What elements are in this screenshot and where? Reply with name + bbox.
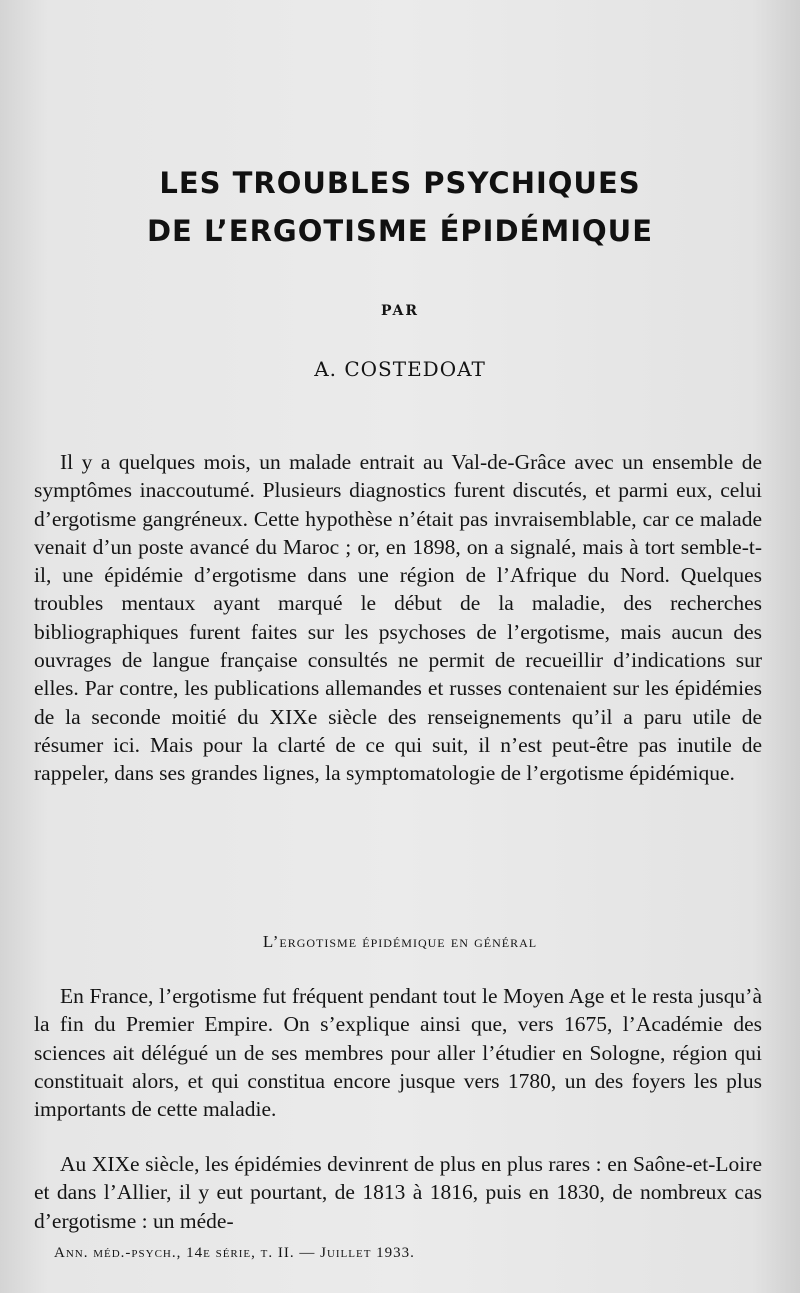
- author-name: A. COSTEDOAT: [314, 357, 486, 381]
- section-heading: L’ergotisme épidémique en général: [262, 932, 538, 951]
- intro-paragraph-block: [34, 448, 762, 788]
- xix-paragraph: Au XIXe siècle, les épidémies devinrent de plus en plus rares : en Saône-et-Loire et dans l’Allier, il y eut pourtant, de 1813 à 1816, puis en 1830, de nombreux cas d’ergotisme : un méde-: [34, 1152, 762, 1233]
- article-title-line-2: DE L’ERGOTISME ÉPIDÉMIQUE: [146, 214, 654, 248]
- france-paragraph: En France, l’ergotisme fut fréquent pendant tout le Moyen Age et le resta jusqu’à la fin du Premier Empire. On s’explique ainsi que, vers 1675, l’Académie des sciences ait délégué un de ses membres pour aller l’étudier en Sologne, région qui constituait alors, et qui constitua encore jusque vers 1780, un des foyers les plus importants de cette maladie.: [34, 984, 762, 1122]
- france-paragraph-block: [34, 982, 762, 1123]
- article-title-line-1: LES TROUBLES PSYCHIQUES: [159, 166, 641, 200]
- xix-paragraph-block: [34, 1150, 762, 1235]
- intro-paragraph: Il y a quelques mois, un malade entrait au Val-de-Grâce avec un ensemble de symptômes inaccoutumé. Plusieurs diagnostics furent discutés, et parmi eux, celui d’ergotisme gangréneux. Cette hypothèse n’était pas invraisemblable, car ce malade venait d’un poste avancé du Maroc ; or, en 1898, on a signalé, mais à tort semble-t-il, une épidémie d’ergotisme dans une région de l’Afrique du Nord. Quelques troubles mentaux ayant marqué le début de la maladie, des recherches bibliographiques furent faites sur les psychoses de l’ergotisme, mais aucun des ouvrages de langue française consultés ne permit de recueillir d’indications sur elles. Par contre, les publications allemandes et russes contenaient sur les épidémies de la seconde moitié du XIXe siècle des renseignements qu’il a paru utile de résumer ici. Mais pour la clarté de ce qui suit, il n’est peut-être pas inutile de rappeler, dans ses grandes lignes, la symptomatologie de l’ergotisme épidémique.: [34, 450, 762, 786]
- byline-par: PAR: [380, 303, 419, 319]
- journal-footer: Ann. méd.-psych., 14e série, t. II. — Juillet 1933.: [54, 1245, 415, 1261]
